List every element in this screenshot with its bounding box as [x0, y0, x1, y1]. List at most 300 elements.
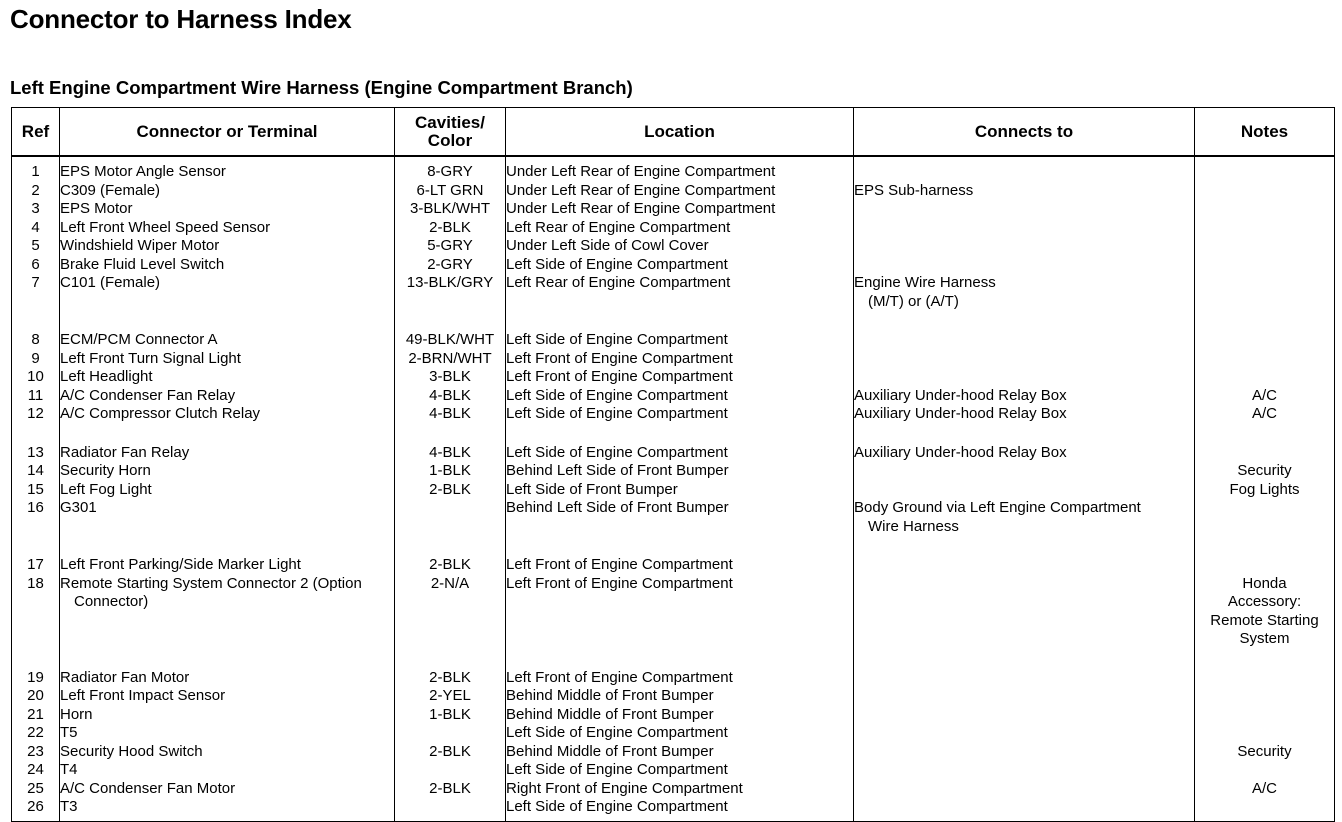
cavities-cell	[395, 274, 506, 311]
cell-text	[854, 687, 1194, 706]
table-row	[12, 156, 1335, 182]
cell-text: Left Headlight	[60, 368, 153, 385]
connector-cell	[60, 156, 395, 182]
table-row	[12, 200, 1335, 219]
cavities-cell	[395, 368, 506, 387]
cell-text	[1195, 256, 1334, 275]
notes-cell	[1195, 575, 1335, 649]
cell-text: 13	[27, 443, 44, 461]
notes-cell	[1195, 219, 1335, 238]
connector-cell	[60, 405, 395, 424]
connects-to-cell	[854, 444, 1195, 463]
connector-cell	[60, 219, 395, 238]
ref-cell	[12, 798, 60, 821]
table-row	[12, 350, 1335, 369]
cell-text: Brake Fluid Level Switch	[60, 255, 225, 273]
cell-text: EPS Motor Angle Sensor	[60, 163, 226, 180]
table-row	[12, 780, 1335, 799]
cell-text: 12	[27, 405, 44, 422]
cell-text: Auxiliary Under-hood Relay Box	[854, 405, 1067, 422]
table-row	[12, 761, 1335, 780]
cell-text: A/C	[1251, 779, 1277, 797]
cavities-cell	[395, 687, 506, 706]
table-row	[12, 444, 1335, 463]
cell-text: 6	[31, 255, 40, 273]
cell-text: Security	[1237, 462, 1292, 479]
cavities-cell	[395, 350, 506, 369]
connector-cell	[60, 350, 395, 369]
cell-text: C101 (Female)	[60, 274, 161, 291]
cell-text	[854, 219, 1194, 238]
cavities-cell	[395, 575, 506, 649]
cell-text: Left Side of Engine Compartment	[506, 761, 728, 778]
location-cell	[506, 481, 854, 500]
cell-text: 18	[27, 574, 44, 592]
cell-text: Remote Starting	[1210, 611, 1319, 629]
connector-cell	[60, 331, 395, 350]
cell-text: 8	[31, 331, 40, 348]
cell-text: 17	[27, 556, 44, 573]
cell-text: Security	[1237, 742, 1292, 760]
connects-to-cell	[854, 405, 1195, 424]
col-header-location: Location	[506, 108, 854, 157]
cell-text: 4-BLK	[429, 386, 471, 404]
ref-cell	[12, 331, 60, 350]
cell-text: T5	[60, 724, 78, 741]
notes-cell	[1195, 156, 1335, 182]
connects-to-cell	[854, 780, 1195, 799]
notes-cell	[1195, 669, 1335, 688]
cavities-cell	[395, 780, 506, 799]
table-row	[12, 575, 1335, 649]
ref-cell	[12, 368, 60, 387]
cell-text	[854, 798, 1194, 817]
cell-text: Left Side of Engine Compartment	[506, 386, 728, 404]
cavities-cell	[395, 256, 506, 275]
cell-text	[854, 368, 1194, 387]
connects-to-cell	[854, 462, 1195, 481]
ref-cell	[12, 575, 60, 649]
cell-text: Behind Left Side of Front Bumper	[506, 462, 729, 479]
cell-text: 1-BLK	[429, 462, 471, 479]
cell-text: Left Rear of Engine Compartment	[506, 218, 731, 236]
cell-text: A/C Compressor Clutch Relay	[60, 405, 261, 422]
cell-text: 21	[27, 705, 44, 723]
cell-text: Wire Harness	[868, 517, 959, 535]
connector-cell	[60, 237, 395, 256]
connects-to-cell	[854, 350, 1195, 369]
location-cell	[506, 387, 854, 406]
cell-text: Left Front of Engine Compartment	[506, 668, 733, 686]
notes-cell	[1195, 274, 1335, 311]
cell-text: Accessory:	[1227, 593, 1302, 610]
cell-text: Left Side of Engine Compartment	[506, 405, 728, 422]
location-cell	[506, 274, 854, 311]
cell-text	[1195, 556, 1334, 575]
cell-text: T3	[60, 798, 78, 815]
cell-text: T4	[60, 761, 78, 778]
cell-text: 5-GRY	[427, 237, 473, 254]
cell-text	[854, 575, 1194, 594]
cell-text: Under Left Rear of Engine Compartment	[506, 200, 776, 217]
notes-cell	[1195, 499, 1335, 536]
row-spacer	[12, 311, 1335, 331]
location-cell	[506, 462, 854, 481]
cell-text	[854, 237, 1194, 256]
ref-cell	[12, 462, 60, 481]
cell-text: Connector)	[74, 593, 149, 610]
cell-text: Behind Middle of Front Bumper	[506, 742, 714, 760]
table-row	[12, 499, 1335, 536]
connector-cell	[60, 444, 395, 463]
connector-cell	[60, 687, 395, 706]
cell-text	[854, 331, 1194, 350]
cavities-cell	[395, 743, 506, 762]
cell-text: 16	[27, 499, 44, 516]
cavities-cell	[395, 798, 506, 821]
cell-text	[1195, 237, 1334, 256]
cell-text: 4-BLK	[429, 405, 471, 422]
cell-text: 2-BLK	[429, 480, 471, 498]
cell-text	[854, 481, 1194, 500]
connects-to-cell	[854, 743, 1195, 762]
table-row	[12, 331, 1335, 350]
cell-text: 19	[27, 668, 44, 686]
location-cell	[506, 575, 854, 649]
cell-text	[1195, 669, 1334, 688]
cell-text: 5	[31, 237, 40, 254]
connector-cell	[60, 761, 395, 780]
cell-text	[854, 163, 1194, 182]
connector-cell	[60, 798, 395, 821]
cell-text: 3	[31, 200, 40, 217]
cell-text: Left Front Wheel Speed Sensor	[60, 218, 271, 236]
notes-cell	[1195, 743, 1335, 762]
ref-cell	[12, 182, 60, 201]
cell-text: Left Side of Engine Compartment	[506, 255, 728, 273]
cell-text: Left Front of Engine Compartment	[506, 349, 733, 367]
cell-text	[1195, 274, 1334, 293]
cell-text: 2-BLK	[429, 668, 471, 686]
cavities-cell	[395, 462, 506, 481]
cell-text: Left Front Parking/Side Marker Light	[60, 556, 301, 573]
notes-cell	[1195, 556, 1335, 575]
location-cell	[506, 237, 854, 256]
connects-to-cell	[854, 200, 1195, 219]
notes-cell	[1195, 724, 1335, 743]
location-cell	[506, 761, 854, 780]
ref-cell	[12, 156, 60, 182]
cell-text	[1195, 219, 1334, 238]
notes-cell	[1195, 798, 1335, 821]
cavities-cell	[395, 200, 506, 219]
connects-to-cell	[854, 156, 1195, 182]
cell-text: Left Front Turn Signal Light	[60, 349, 241, 367]
cell-text: Behind Left Side of Front Bumper	[506, 499, 729, 516]
table-row	[12, 237, 1335, 256]
cell-text	[1195, 687, 1334, 706]
location-cell	[506, 743, 854, 762]
cell-text: 4-BLK	[429, 443, 471, 461]
cell-text: Security Hood Switch	[60, 742, 203, 760]
cell-text	[854, 462, 1194, 481]
cell-text: 14	[27, 462, 44, 479]
cell-text: Horn	[60, 705, 93, 723]
cell-text	[395, 761, 505, 780]
connects-to-cell	[854, 761, 1195, 780]
cell-text	[1195, 798, 1334, 817]
ref-cell	[12, 274, 60, 311]
table-row	[12, 798, 1335, 821]
cell-text	[854, 724, 1194, 743]
cell-text: Radiator Fan Relay	[60, 443, 190, 461]
cell-text	[854, 743, 1194, 762]
cell-text: Left Rear of Engine Compartment	[506, 274, 731, 291]
cell-text: Under Left Rear of Engine Compartment	[506, 181, 776, 199]
location-cell	[506, 182, 854, 201]
table-body	[12, 156, 1335, 821]
notes-cell	[1195, 444, 1335, 463]
connector-cell	[60, 274, 395, 311]
cell-text: Left Side of Engine Compartment	[506, 443, 728, 461]
connects-to-cell	[854, 575, 1195, 649]
cell-text	[1195, 724, 1334, 743]
cell-text: Left Side of Engine Compartment	[506, 724, 728, 741]
location-cell	[506, 499, 854, 536]
cavities-cell	[395, 156, 506, 182]
cavities-cell	[395, 182, 506, 201]
cell-text: 11	[27, 386, 44, 404]
notes-cell	[1195, 237, 1335, 256]
connects-to-cell	[854, 368, 1195, 387]
ref-cell	[12, 687, 60, 706]
connector-cell	[60, 182, 395, 201]
cell-text	[1195, 163, 1334, 182]
cell-text	[1195, 368, 1334, 387]
cell-text: Security Horn	[60, 462, 151, 479]
cell-text: Right Front of Engine Compartment	[506, 779, 743, 797]
cavities-cell	[395, 444, 506, 463]
notes-cell	[1195, 687, 1335, 706]
connects-to-cell	[854, 556, 1195, 575]
col-header-connector: Connector or Terminal	[60, 108, 395, 157]
table-row	[12, 743, 1335, 762]
connector-cell	[60, 575, 395, 649]
cell-text	[1195, 200, 1334, 219]
col-header-cavities: Cavities/ Color	[395, 108, 506, 157]
table-row	[12, 256, 1335, 275]
cell-text: Left Front of Engine Compartment	[506, 556, 733, 573]
cell-text: Left Side of Engine Compartment	[506, 331, 728, 348]
ref-cell	[12, 743, 60, 762]
notes-cell	[1195, 706, 1335, 725]
cell-text	[395, 724, 505, 743]
connector-cell	[60, 669, 395, 688]
connects-to-cell	[854, 669, 1195, 688]
cell-text: Honda	[1242, 574, 1287, 592]
cell-text	[1195, 706, 1334, 725]
cell-text	[1195, 444, 1334, 463]
connector-cell	[60, 481, 395, 500]
notes-cell	[1195, 331, 1335, 350]
cell-text: A/C	[1251, 405, 1277, 422]
cell-text: Under Left Rear of Engine Compartment	[506, 163, 776, 180]
cell-text: 24	[27, 761, 44, 778]
cell-text: Left Fog Light	[60, 480, 152, 498]
location-cell	[506, 405, 854, 424]
cell-text: A/C Condenser Fan Relay	[60, 386, 236, 404]
cell-text: 2-YEL	[429, 687, 471, 704]
connects-to-cell	[854, 331, 1195, 350]
ref-cell	[12, 669, 60, 688]
cell-text: Windshield Wiper Motor	[60, 237, 220, 254]
location-cell	[506, 200, 854, 219]
notes-cell	[1195, 462, 1335, 481]
cavities-cell	[395, 481, 506, 500]
cell-text	[854, 706, 1194, 725]
cell-text: 15	[27, 480, 44, 498]
cell-text	[854, 256, 1194, 275]
cell-text	[395, 798, 505, 817]
table-row	[12, 219, 1335, 238]
ref-cell	[12, 256, 60, 275]
cell-text: 26	[27, 798, 44, 815]
cell-text: 2-GRY	[427, 255, 473, 273]
cell-text: Left Side of Front Bumper	[506, 480, 678, 498]
cell-text: (M/T) or (A/T)	[868, 292, 959, 310]
location-cell	[506, 256, 854, 275]
cell-text: 2	[31, 181, 40, 199]
cell-text: ECM/PCM Connector A	[60, 331, 218, 348]
cell-text	[854, 350, 1194, 369]
row-spacer	[12, 536, 1335, 556]
cell-text: 6-LT GRN	[416, 181, 484, 199]
cell-text	[854, 556, 1194, 575]
ref-cell	[12, 350, 60, 369]
section-title: Left Engine Compartment Wire Harness (Engine Compartment Branch)	[10, 77, 633, 98]
location-cell	[506, 687, 854, 706]
location-cell	[506, 368, 854, 387]
notes-cell	[1195, 405, 1335, 424]
cell-text	[1195, 350, 1334, 369]
cavities-cell	[395, 556, 506, 575]
connects-to-cell	[854, 387, 1195, 406]
cell-text	[854, 761, 1194, 780]
cell-text: 20	[27, 687, 44, 704]
cell-text: 9	[31, 349, 40, 367]
connector-cell	[60, 462, 395, 481]
table-header-row	[12, 108, 1335, 157]
table-row	[12, 368, 1335, 387]
col-header-ref: Ref	[12, 108, 60, 157]
ref-cell	[12, 761, 60, 780]
ref-cell	[12, 780, 60, 799]
table-row	[12, 182, 1335, 201]
page-title: Connector to Harness Index	[10, 4, 352, 34]
connector-cell	[60, 368, 395, 387]
connects-to-cell	[854, 219, 1195, 238]
connector-cell	[60, 780, 395, 799]
cell-text: A/C Condenser Fan Motor	[60, 779, 236, 797]
connects-to-cell	[854, 798, 1195, 821]
location-cell	[506, 156, 854, 182]
connects-to-cell	[854, 724, 1195, 743]
notes-cell	[1195, 350, 1335, 369]
location-cell	[506, 331, 854, 350]
cell-text	[1195, 761, 1334, 780]
notes-cell	[1195, 368, 1335, 387]
notes-cell	[1195, 481, 1335, 500]
cell-text: Engine Wire Harness	[854, 274, 996, 291]
ref-cell	[12, 724, 60, 743]
ref-cell	[12, 237, 60, 256]
notes-cell	[1195, 200, 1335, 219]
connector-cell	[60, 724, 395, 743]
cell-text: Left Side of Engine Compartment	[506, 798, 728, 815]
cell-text	[854, 780, 1194, 799]
connector-cell	[60, 499, 395, 536]
cell-text: A/C	[1251, 386, 1277, 404]
table-row	[12, 687, 1335, 706]
connects-to-cell	[854, 687, 1195, 706]
cell-text	[1195, 331, 1334, 350]
cell-text: 2-BLK	[429, 779, 471, 797]
cell-text	[395, 499, 505, 518]
connector-cell	[60, 743, 395, 762]
cell-text: 3-BLK/WHT	[409, 200, 490, 217]
notes-cell	[1195, 182, 1335, 201]
ref-cell	[12, 405, 60, 424]
connector-cell	[60, 387, 395, 406]
cell-text: EPS Motor	[60, 200, 133, 217]
connector-cell	[60, 256, 395, 275]
cell-text	[1195, 499, 1334, 518]
notes-cell	[1195, 780, 1335, 799]
connects-to-cell	[854, 237, 1195, 256]
cell-text	[854, 200, 1194, 219]
location-cell	[506, 556, 854, 575]
table-row	[12, 669, 1335, 688]
cell-text	[1195, 182, 1334, 201]
notes-cell	[1195, 761, 1335, 780]
cell-text: 2-BLK	[429, 742, 471, 760]
col-header-connects-to: Connects to	[854, 108, 1195, 157]
connector-cell	[60, 556, 395, 575]
cell-text: Body Ground via Left Engine Compartment	[854, 499, 1141, 516]
cell-text: EPS Sub-harness	[854, 181, 974, 199]
location-cell	[506, 724, 854, 743]
cell-text: G301	[60, 499, 97, 516]
cell-text: Left Front Impact Sensor	[60, 687, 226, 704]
cell-text: 2-BRN/WHT	[408, 349, 492, 367]
cell-text: 2-BLK	[429, 218, 471, 236]
cell-text: Fog Lights	[1229, 480, 1300, 498]
cell-text: 4	[31, 218, 40, 236]
cell-text: Left Front of Engine Compartment	[506, 368, 733, 385]
location-cell	[506, 669, 854, 688]
cell-text: Behind Middle of Front Bumper	[506, 705, 714, 723]
cavities-cell	[395, 761, 506, 780]
connector-cell	[60, 200, 395, 219]
cell-text: 1-BLK	[429, 705, 471, 723]
cell-text: Auxiliary Under-hood Relay Box	[854, 443, 1067, 461]
ref-cell	[12, 706, 60, 725]
connects-to-cell	[854, 256, 1195, 275]
cell-text: 10	[27, 368, 44, 385]
ref-cell	[12, 499, 60, 536]
cell-text: 25	[27, 779, 44, 797]
ref-cell	[12, 387, 60, 406]
